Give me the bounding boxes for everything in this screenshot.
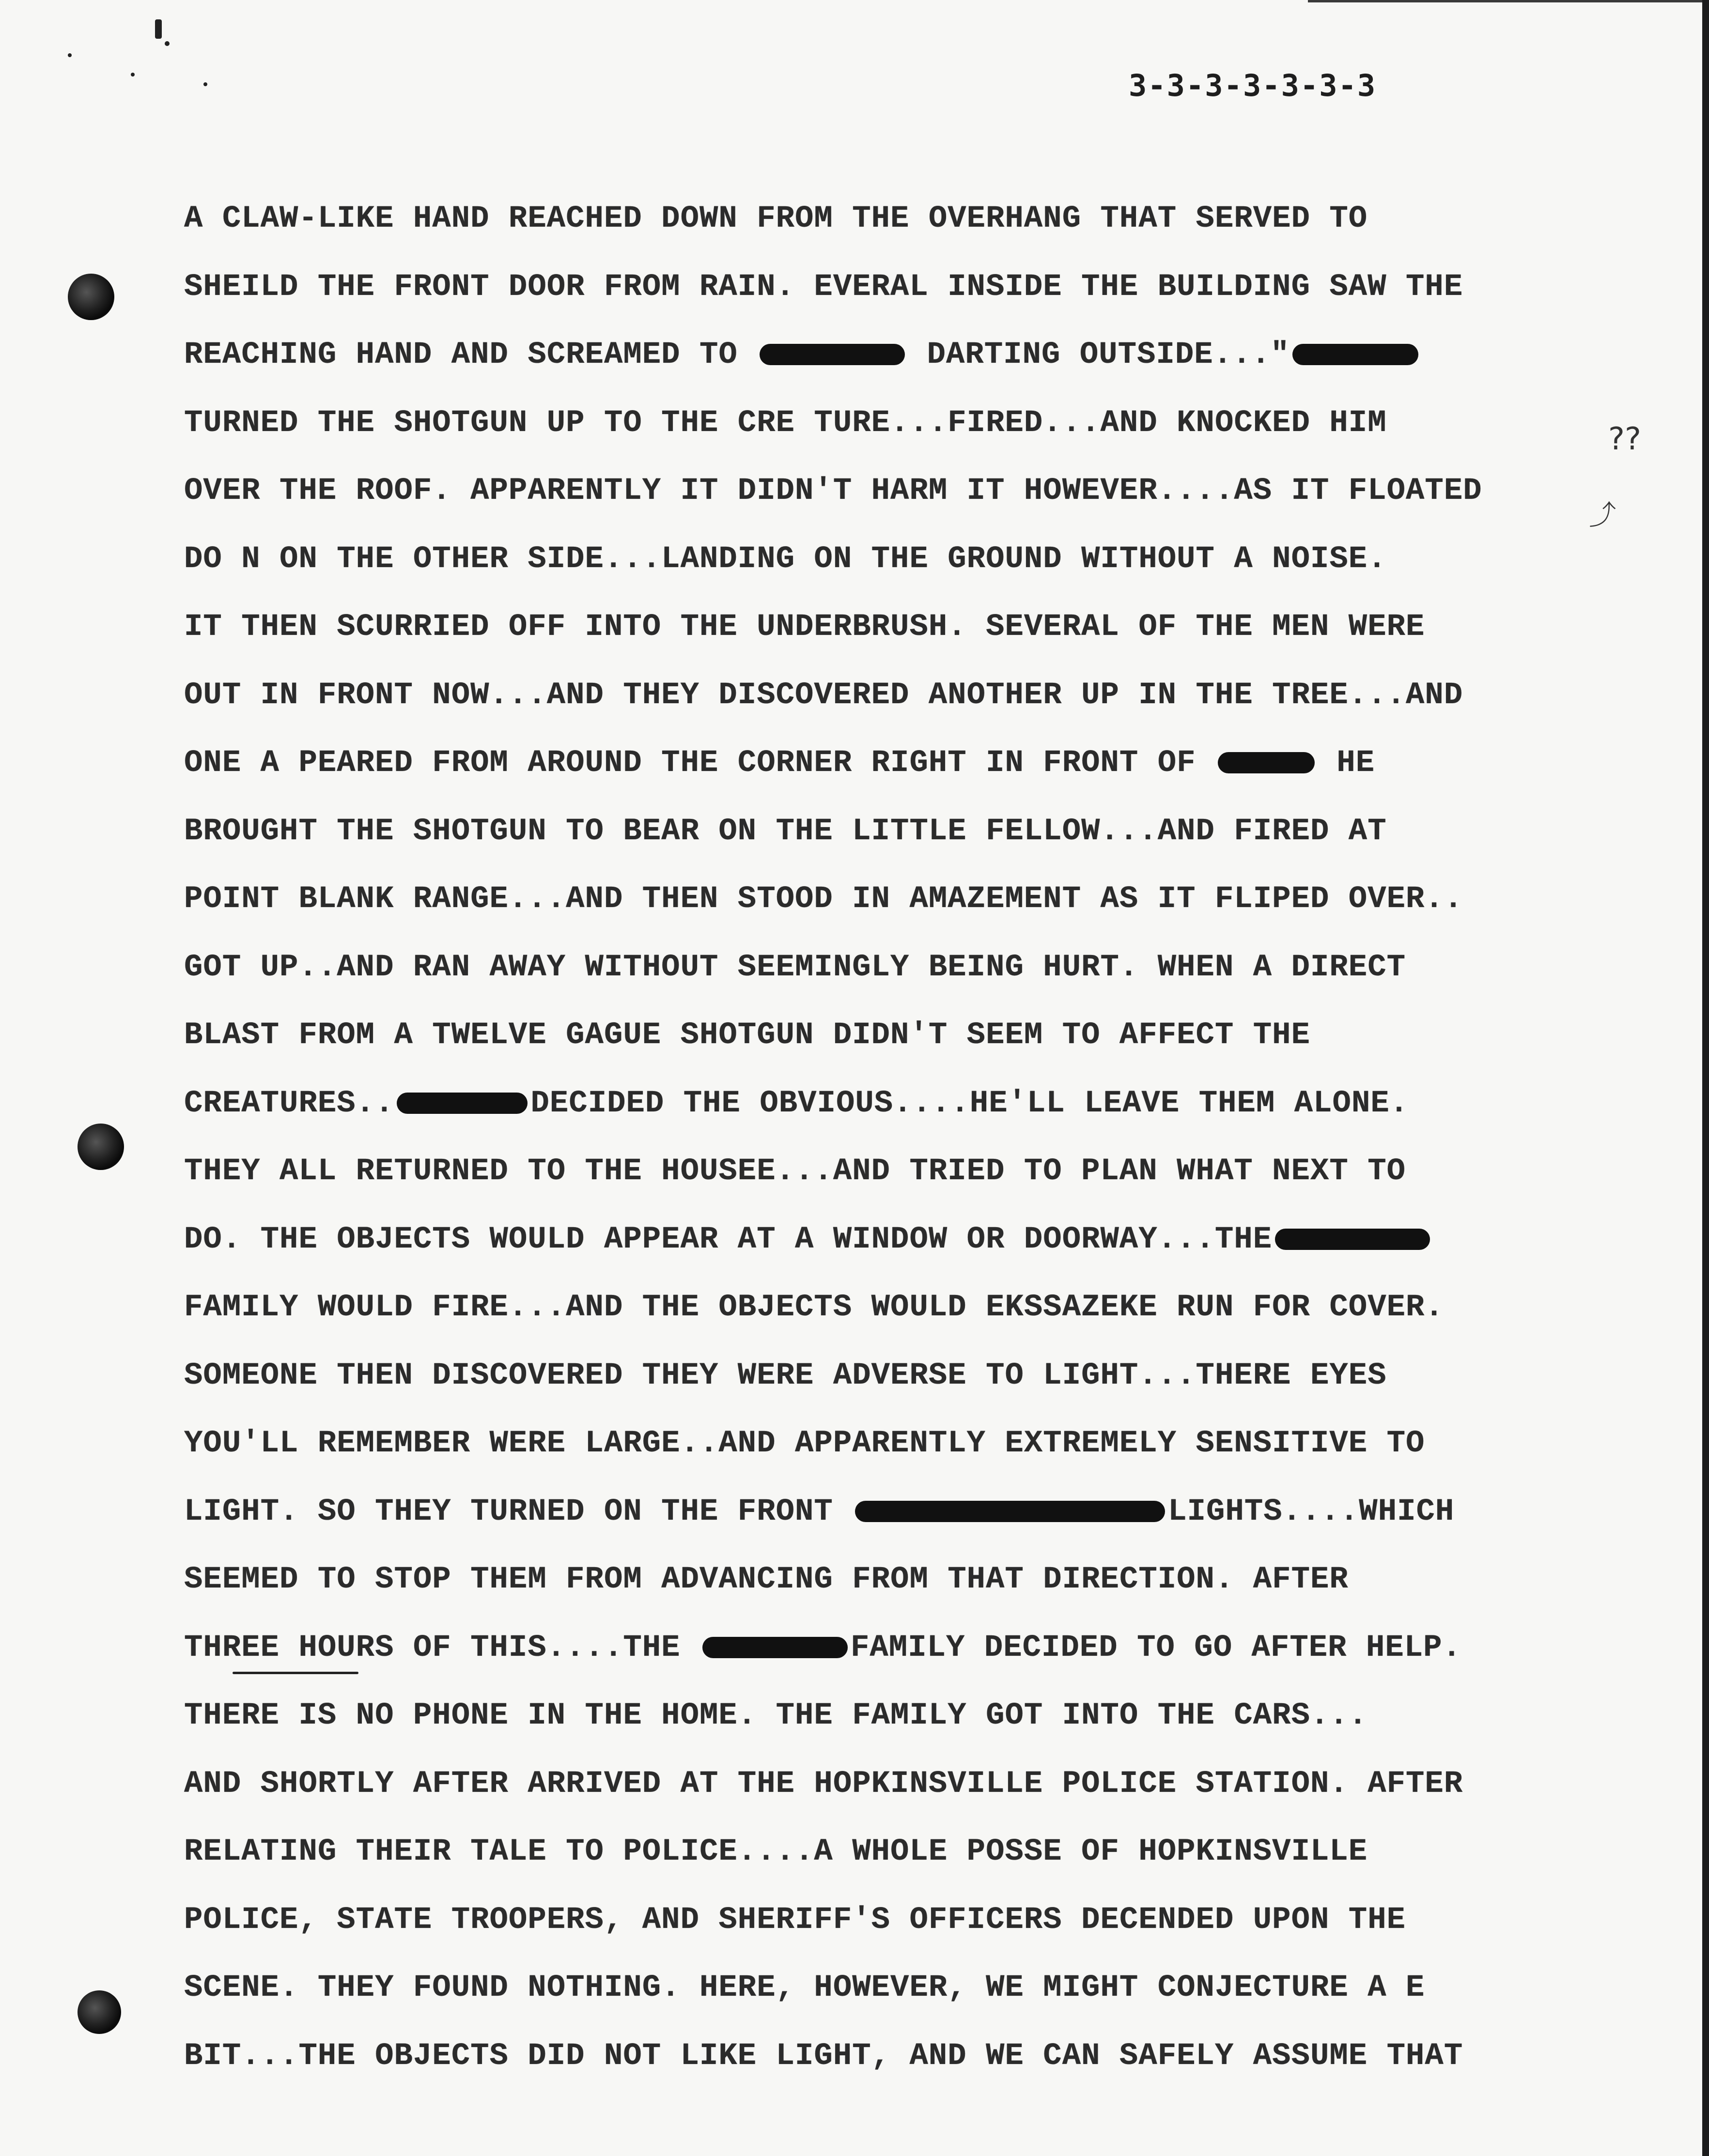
text-line	[184, 1560, 1662, 1629]
text-line	[184, 1493, 1662, 1561]
text-line	[184, 1084, 1662, 1153]
text-line	[184, 1901, 1662, 1969]
redaction-bar	[1218, 752, 1315, 773]
scan-speck	[203, 82, 207, 86]
redaction-bar	[1275, 1229, 1430, 1250]
text-line	[184, 1424, 1662, 1493]
handwritten-underline	[233, 1672, 358, 1674]
text-line	[184, 1629, 1662, 1697]
line-text: TURNED THE SHOTGUN UP TO THE CRE TURE...FIRED...AND KNOCKED HIM	[184, 405, 1387, 441]
line-text: SOMEONE THEN DISCOVERED THEY WERE ADVERSE TO LIGHT...THERE EYES	[184, 1358, 1387, 1393]
line-text: REACHING HAND AND SCREAMED TO	[184, 338, 757, 372]
scan-speck	[131, 73, 135, 77]
line-text: OUT IN FRONT NOW...AND THEY DISCOVERED ANOTHER UP IN THE TREE...AND	[184, 678, 1463, 713]
line-text: THREE HOURS OF THIS....THE	[184, 1630, 699, 1665]
text-line	[184, 336, 1662, 404]
line-text: LIGHTS....WHICH	[1168, 1494, 1455, 1529]
text-line	[184, 404, 1662, 472]
scan-speck	[68, 53, 72, 57]
text-line	[184, 1969, 1662, 2037]
text-line	[184, 676, 1662, 744]
line-text: YOU'LL REMEMBER WERE LARGE..AND APPARENTLY EXTREMELY SENSITIVE TO	[184, 1426, 1425, 1461]
line-text: RELATING THEIR TALE TO POLICE....A WHOLE POSSE OF HOPKINSVILLE	[184, 1834, 1368, 1869]
line-text: IT THEN SCURRIED OFF INTO THE UNDERBRUSH. SEVERAL OF THE MEN WERE	[184, 610, 1425, 645]
text-line	[184, 1356, 1662, 1425]
text-line	[184, 540, 1662, 608]
redaction-bar	[702, 1637, 848, 1658]
scan-speck	[155, 19, 162, 39]
text-line	[184, 1765, 1662, 1833]
scan-top-edge	[1308, 0, 1709, 2]
line-text: DARTING OUTSIDE..."	[908, 338, 1290, 372]
line-text: CREATURES..	[184, 1086, 394, 1121]
line-text: POLICE, STATE TROOPERS, AND SHERIFF'S OFFICERS DECENDED UPON THE	[184, 1902, 1406, 1938]
text-line	[184, 608, 1662, 676]
text-line	[184, 268, 1662, 336]
text-line	[184, 1016, 1662, 1084]
text-line	[184, 1696, 1662, 1765]
text-line	[184, 880, 1662, 948]
text-line	[184, 812, 1662, 880]
line-text: ONE A PEARED FROM AROUND THE CORNER RIGHT IN FRONT OF	[184, 746, 1215, 781]
line-text: OVER THE ROOF. APPARENTLY IT DIDN'T HARM IT HOWEVER....AS IT FLOATED	[184, 474, 1482, 508]
line-text: POINT BLANK RANGE...AND THEN STOOD IN AMAZEMENT AS IT FLIPED OVER..	[184, 882, 1463, 917]
line-text: BROUGHT THE SHOTGUN TO BEAR ON THE LITTLE FELLOW...AND FIRED AT	[184, 814, 1387, 849]
redaction-bar	[1292, 344, 1418, 365]
line-text: AND SHORTLY AFTER ARRIVED AT THE HOPKINSVILLE POLICE STATION. AFTER	[184, 1766, 1463, 1802]
punch-hole	[68, 274, 114, 320]
text-line	[184, 472, 1662, 540]
line-text: DECIDED THE OBVIOUS....HE'LL LEAVE THEM ALONE.	[530, 1086, 1409, 1121]
line-text: DO N ON THE OTHER SIDE...LANDING ON THE GROUND WITHOUT A NOISE.	[184, 541, 1387, 577]
line-text: SCENE. THEY FOUND NOTHING. HERE, HOWEVER, WE MIGHT CONJECTURE A E	[184, 1971, 1425, 2005]
text-line	[184, 948, 1662, 1016]
scan-right-edge	[1702, 0, 1709, 2156]
typed-body-text	[184, 200, 1662, 2105]
line-text: SHEILD THE FRONT DOOR FROM RAIN. EVERAL INSIDE THE BUILDING SAW THE	[184, 269, 1463, 305]
line-text: SEEMED TO STOP THEM FROM ADVANCING FROM THAT DIRECTION. AFTER	[184, 1562, 1349, 1597]
text-line	[184, 744, 1662, 812]
punch-hole	[78, 1124, 124, 1170]
margin-annotation: ??	[1608, 421, 1641, 457]
line-text: FAMILY DECIDED TO GO AFTER HELP.	[850, 1630, 1461, 1665]
text-line	[184, 200, 1662, 268]
redaction-bar	[855, 1501, 1165, 1522]
scan-speck	[165, 41, 170, 46]
margin-arrow-mark: ⤴	[1589, 500, 1616, 531]
redaction-bar	[760, 344, 905, 365]
line-text: BIT...THE OBJECTS DID NOT LIKE LIGHT, AND WE CAN SAFELY ASSUME THAT	[184, 2038, 1463, 2074]
page-number: 3-3-3-3-3-3-3	[1129, 68, 1377, 103]
text-line	[184, 1152, 1662, 1220]
redaction-bar	[397, 1093, 528, 1114]
line-text: LIGHT. SO THEY TURNED ON THE FRONT	[184, 1494, 853, 1529]
line-text: THEY ALL RETURNED TO THE HOUSEE...AND TRIED TO PLAN WHAT NEXT TO	[184, 1154, 1406, 1189]
line-text: DO. THE OBJECTS WOULD APPEAR AT A WINDOW OR DOORWAY...THE	[184, 1222, 1273, 1257]
line-text: THERE IS NO PHONE IN THE HOME. THE FAMILY GOT INTO THE CARS...	[184, 1698, 1368, 1733]
text-line	[184, 1833, 1662, 1901]
text-line	[184, 1220, 1662, 1289]
line-text: HE	[1317, 746, 1375, 781]
punch-hole	[78, 1990, 121, 2034]
text-line	[184, 2037, 1662, 2105]
line-text: BLAST FROM A TWELVE GAGUE SHOTGUN DIDN'T SEEM TO AFFECT THE	[184, 1018, 1310, 1053]
text-line	[184, 1288, 1662, 1356]
line-text: FAMILY WOULD FIRE...AND THE OBJECTS WOULD EKSSAZEKE RUN FOR COVER.	[184, 1290, 1444, 1325]
line-text: A CLAW-LIKE HAND REACHED DOWN FROM THE OVERHANG THAT SERVED TO	[184, 201, 1368, 236]
line-text: GOT UP..AND RAN AWAY WITHOUT SEEMINGLY BEING HURT. WHEN A DIRECT	[184, 950, 1406, 985]
